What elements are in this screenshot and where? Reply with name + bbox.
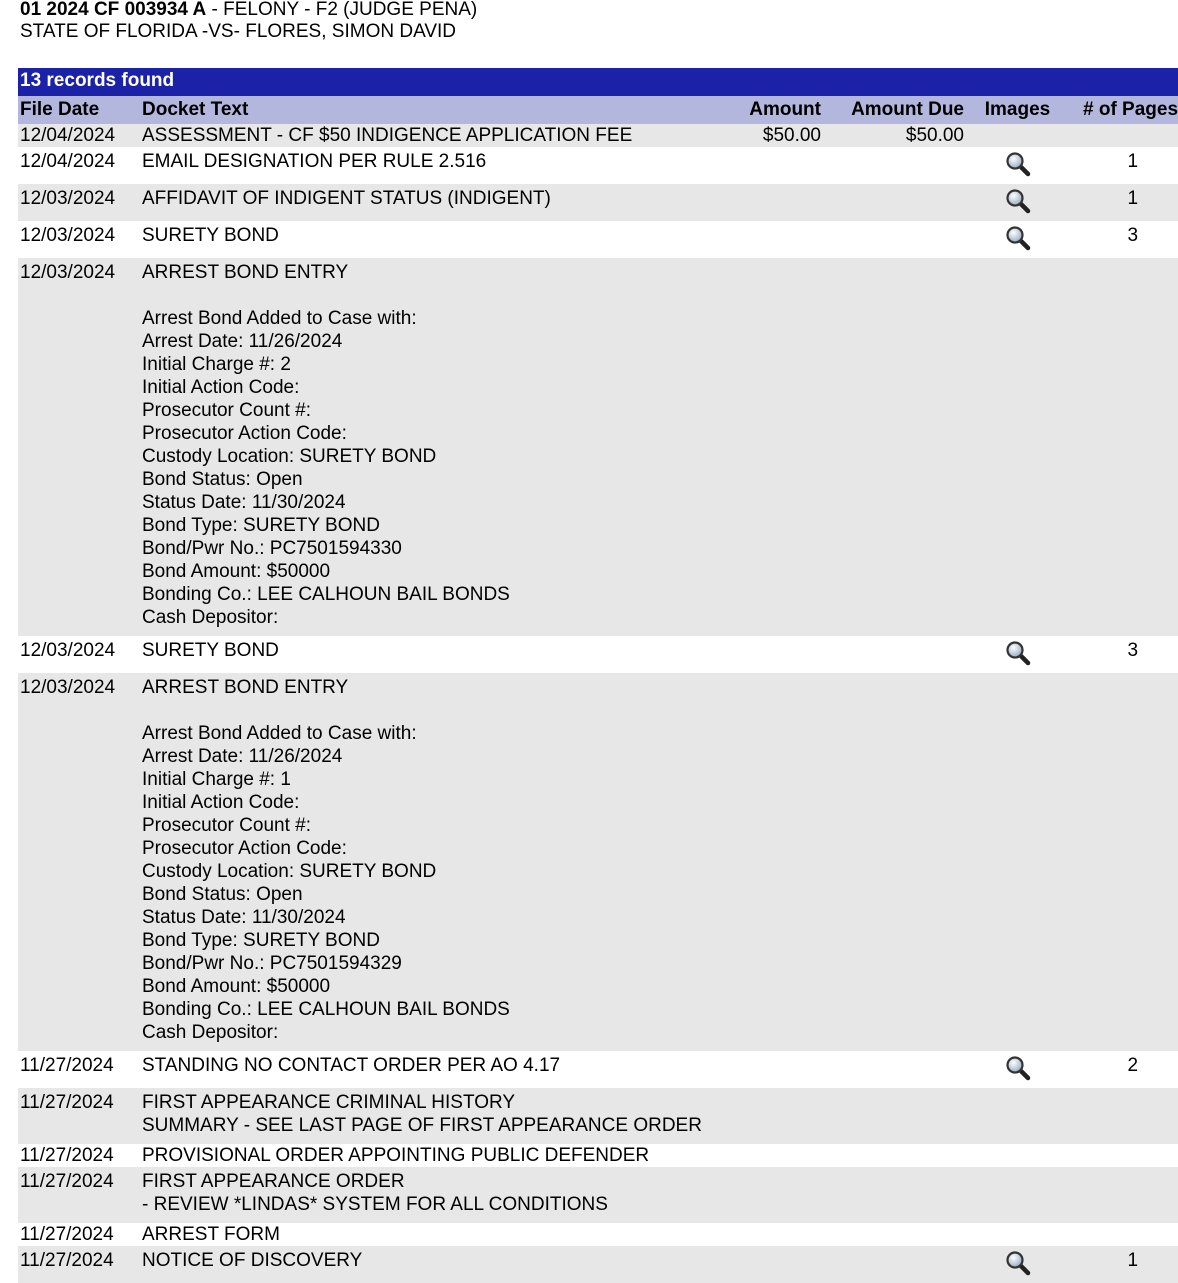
row-images bbox=[964, 673, 1071, 1051]
row-amount-due bbox=[821, 147, 964, 184]
row-docket-text: SURETY BOND bbox=[142, 640, 279, 661]
docket-row bbox=[18, 258, 1178, 636]
row-amount bbox=[735, 636, 821, 673]
row-amount-due bbox=[821, 1088, 964, 1144]
row-amount bbox=[735, 1223, 821, 1246]
row-file-date: 12/03/2024 bbox=[18, 258, 142, 636]
row-amount bbox=[735, 673, 821, 1051]
row-file-date: 11/27/2024 bbox=[18, 1088, 142, 1144]
docket-row bbox=[18, 1051, 1178, 1088]
row-pages bbox=[1071, 1144, 1178, 1167]
docket-row bbox=[18, 184, 1178, 221]
column-header-row bbox=[18, 96, 1178, 124]
row-pages bbox=[1071, 124, 1178, 147]
row-images bbox=[964, 1246, 1071, 1283]
docket-row bbox=[18, 673, 1178, 1051]
row-pages bbox=[1071, 1088, 1178, 1144]
row-amount bbox=[735, 184, 821, 221]
docket-row bbox=[18, 1167, 1178, 1223]
row-file-date: 12/04/2024 bbox=[18, 124, 142, 147]
docket-row bbox=[18, 221, 1178, 258]
row-images bbox=[964, 1144, 1071, 1167]
col-pages: # of Pages bbox=[1071, 96, 1178, 124]
row-images bbox=[964, 1167, 1071, 1223]
row-images bbox=[964, 124, 1071, 147]
row-docket-text: ARREST BOND ENTRY Arrest Bond Added to Case with: Arrest Date: 11/26/2024 Initial Charge #: 1 Initial Action Code: Prosecutor Count #: Prosecutor Action Code: Custody Location: SURETY BOND Bond Status: Open Status Date: 11/30/2024 Bond Type: SURETY BOND Bond/Pwr No.: PC7501594329 Bond Amount: $50000 Bonding Co.: LEE CALHOUN BAIL BONDS Cash Depositor: bbox=[142, 673, 735, 1051]
magnifier-icon[interactable] bbox=[1005, 1055, 1031, 1081]
row-amount bbox=[735, 147, 821, 184]
col-file-date: File Date bbox=[18, 96, 142, 124]
case-header bbox=[20, 0, 477, 43]
row-file-date: 11/27/2024 bbox=[20, 1224, 114, 1245]
row-docket-text: ARREST FORM bbox=[142, 1224, 280, 1245]
row-amount bbox=[735, 1051, 821, 1088]
row-amount-due bbox=[821, 1167, 964, 1223]
row-docket-text: ARREST BOND ENTRY Arrest Bond Added to Case with: Arrest Date: 11/26/2024 Initial Charge #: 2 Initial Action Code: Prosecutor Count #: Prosecutor Action Code: Custody Location: SURETY BOND Bond Status: Open Status Date: 11/30/2024 Bond Type: SURETY BOND Bond/Pwr No.: PC7501594330 Bond Amount: $50000 Bonding Co.: LEE CALHOUN BAIL BONDS Cash Depositor: bbox=[142, 258, 735, 636]
row-amount-due bbox=[821, 636, 964, 673]
row-images bbox=[964, 636, 1071, 673]
docket-row bbox=[18, 1223, 1178, 1246]
row-file-date: 12/03/2024 bbox=[20, 225, 116, 246]
docket-row bbox=[18, 147, 1178, 184]
row-file-date: 12/03/2024 bbox=[18, 673, 142, 1051]
row-docket-text: AFFIDAVIT OF INDIGENT STATUS (INDIGENT) bbox=[142, 184, 735, 221]
docket-row bbox=[18, 1144, 1178, 1167]
row-amount-due bbox=[821, 221, 964, 258]
row-file-date: 11/27/2024 bbox=[20, 1145, 114, 1166]
row-file-date: 12/04/2024 bbox=[20, 151, 116, 172]
row-docket-text: PROVISIONAL ORDER APPOINTING PUBLIC DEFENDER bbox=[142, 1145, 650, 1166]
row-amount-due bbox=[821, 1246, 964, 1283]
row-docket-text: ASSESSMENT - CF $50 INDIGENCE APPLICATION FEE bbox=[142, 124, 735, 147]
row-pages bbox=[1071, 673, 1178, 1051]
row-pages bbox=[1071, 1223, 1178, 1246]
row-images bbox=[964, 1088, 1071, 1144]
col-docket-text: Docket Text bbox=[142, 96, 735, 124]
records-count: 13 records found bbox=[18, 68, 1178, 96]
row-amount-due: $50.00 bbox=[821, 124, 964, 147]
col-amount-due: Amount Due bbox=[821, 96, 964, 124]
row-pages bbox=[1071, 258, 1178, 636]
row-amount-due bbox=[821, 1223, 964, 1246]
row-amount bbox=[735, 1088, 821, 1144]
row-images bbox=[964, 1051, 1071, 1088]
row-pages: 1 bbox=[1071, 184, 1178, 221]
case-parties: STATE OF FLORIDA -VS- FLORES, SIMON DAVID bbox=[20, 21, 456, 42]
row-images bbox=[964, 221, 1071, 258]
row-file-date: 11/27/2024 bbox=[20, 1055, 114, 1076]
row-docket-text: EMAIL DESIGNATION PER RULE 2.516 bbox=[142, 151, 487, 172]
docket-row bbox=[18, 1088, 1178, 1144]
row-file-date: 11/27/2024 bbox=[18, 1246, 142, 1283]
row-images bbox=[964, 147, 1071, 184]
row-pages: 1 bbox=[1127, 151, 1139, 172]
row-amount-due bbox=[821, 1051, 964, 1088]
row-images bbox=[964, 258, 1071, 636]
row-amount: $50.00 bbox=[735, 124, 821, 147]
row-amount-due bbox=[821, 673, 964, 1051]
row-pages bbox=[1071, 1167, 1178, 1223]
row-pages: 3 bbox=[1127, 640, 1139, 661]
row-docket-text: STANDING NO CONTACT ORDER PER AO 4.17 bbox=[142, 1055, 561, 1076]
row-pages: 2 bbox=[1127, 1055, 1139, 1076]
col-images: Images bbox=[964, 96, 1071, 124]
row-amount bbox=[735, 258, 821, 636]
row-amount-due bbox=[821, 1144, 964, 1167]
row-amount-due bbox=[821, 184, 964, 221]
row-docket-text: SURETY BOND bbox=[142, 225, 279, 246]
row-amount bbox=[735, 221, 821, 258]
row-file-date: 12/03/2024 bbox=[20, 640, 116, 661]
magnifier-icon[interactable] bbox=[1005, 1250, 1031, 1276]
magnifier-icon[interactable] bbox=[1005, 188, 1031, 214]
row-amount-due bbox=[821, 258, 964, 636]
row-amount bbox=[735, 1246, 821, 1283]
case-title-line bbox=[20, 0, 477, 21]
row-docket-text: NOTICE OF DISCOVERY bbox=[142, 1246, 735, 1283]
row-images bbox=[964, 1223, 1071, 1246]
row-pages: 3 bbox=[1127, 225, 1139, 246]
row-file-date: 12/03/2024 bbox=[18, 184, 142, 221]
row-pages: 1 bbox=[1071, 1246, 1178, 1283]
row-amount bbox=[735, 1144, 821, 1167]
magnifier-icon[interactable] bbox=[1005, 225, 1031, 251]
docket-row bbox=[18, 1246, 1178, 1283]
col-amount: Amount bbox=[735, 96, 821, 124]
docket-row bbox=[18, 636, 1178, 673]
case-type: - FELONY - F2 (JUDGE PENA) bbox=[206, 0, 478, 20]
records-count-bar bbox=[18, 68, 1178, 96]
case-number: 01 2024 CF 003934 A bbox=[20, 0, 207, 20]
docket-row bbox=[18, 124, 1178, 147]
docket-table bbox=[18, 68, 1178, 1283]
row-images bbox=[964, 184, 1071, 221]
row-docket-text: FIRST APPEARANCE ORDER - REVIEW *LINDAS* SYSTEM FOR ALL CONDITIONS bbox=[142, 1167, 735, 1223]
magnifier-icon[interactable] bbox=[1005, 640, 1031, 666]
row-file-date: 11/27/2024 bbox=[18, 1167, 142, 1223]
row-amount bbox=[735, 1167, 821, 1223]
row-docket-text: FIRST APPEARANCE CRIMINAL HISTORY SUMMARY - SEE LAST PAGE OF FIRST APPEARANCE ORDER bbox=[142, 1088, 735, 1144]
magnifier-icon[interactable] bbox=[1005, 151, 1031, 177]
